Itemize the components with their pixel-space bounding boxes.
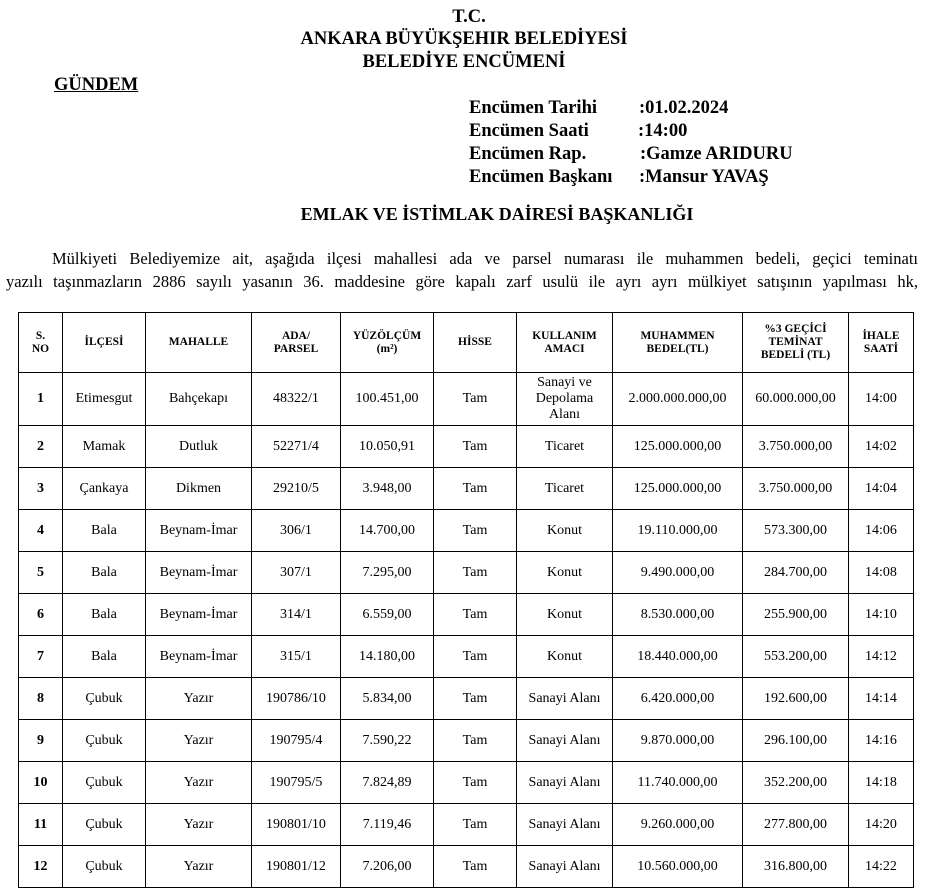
cell-area: 14.180,00 [341,636,434,678]
cell-district: Çankaya [63,468,146,510]
cell-parcel: 190801/10 [252,804,341,846]
cell-area: 7.824,89 [341,762,434,804]
cell-no: 7 [19,636,63,678]
table-row [19,804,914,846]
cell-parcel: 306/1 [252,510,341,552]
cell-deposit: 60.000.000,00 [743,373,849,426]
table-row [19,373,914,426]
cell-usage: Ticaret [517,426,613,468]
cell-deposit: 284.700,00 [743,552,849,594]
header-tender-time: İHALE SAATİ [849,313,914,373]
cell-parcel: 190786/10 [252,678,341,720]
property-table [18,312,914,888]
cell-estimated-price: 9.260.000,00 [613,804,743,846]
cell-estimated-price: 125.000.000,00 [613,468,743,510]
table-row [19,594,914,636]
cell-area: 14.700,00 [341,510,434,552]
cell-area: 7.590,22 [341,720,434,762]
cell-district: Çubuk [63,678,146,720]
cell-district: Bala [63,594,146,636]
header-no: S. NO [19,313,63,373]
cell-district: Bala [63,636,146,678]
header-estimated-price: MUHAMMEN BEDEL(TL) [613,313,743,373]
cell-deposit: 553.200,00 [743,636,849,678]
cell-district: Çubuk [63,804,146,846]
cell-usage: Sanayi Alanı [517,720,613,762]
cell-usage: Sanayi Alanı [517,804,613,846]
cell-deposit: 3.750.000,00 [743,426,849,468]
cell-neighborhood: Beynam-İmar [146,510,252,552]
cell-tender-time: 14:02 [849,426,914,468]
cell-share: Tam [434,636,517,678]
header-council: BELEDİYE ENCÜMENİ [362,52,566,72]
cell-estimated-price: 10.560.000,00 [613,846,743,888]
cell-neighborhood: Yazır [146,762,252,804]
table-row [19,426,914,468]
cell-deposit: 573.300,00 [743,510,849,552]
meta-date-value: :01.02.2024 [639,98,729,118]
meta-time-value: :14:00 [638,121,688,141]
cell-neighborhood: Dutluk [146,426,252,468]
intro-paragraph-line2: yazılı taşınmazların 2886 sayılı yasanın 36. maddesine göre kapalı zarf usulü ile ayrı ayrı mülkiyet satışının yapılması hk, [6,272,918,291]
cell-deposit: 255.900,00 [743,594,849,636]
cell-district: Mamak [63,426,146,468]
meta-rapporteur-value: :Gamze ARIDURU [640,144,793,164]
cell-usage: Sanayi ve Depolama Alanı [517,373,613,426]
cell-area: 100.451,00 [341,373,434,426]
table-header-row [19,313,914,373]
table-row [19,510,914,552]
cell-tender-time: 14:04 [849,468,914,510]
cell-parcel: 190795/4 [252,720,341,762]
table-row [19,720,914,762]
cell-parcel: 29210/5 [252,468,341,510]
cell-area: 7.206,00 [341,846,434,888]
agenda-label: GÜNDEM [54,75,139,95]
cell-district: Etimesgut [63,373,146,426]
meta-time-label: Encümen Saati [469,121,589,141]
cell-area: 7.295,00 [341,552,434,594]
cell-share: Tam [434,804,517,846]
cell-tender-time: 14:12 [849,636,914,678]
cell-deposit: 352.200,00 [743,762,849,804]
cell-usage: Konut [517,510,613,552]
cell-no: 3 [19,468,63,510]
cell-share: Tam [434,762,517,804]
cell-estimated-price: 8.530.000,00 [613,594,743,636]
header-tc: T.C. [452,7,486,27]
cell-parcel: 307/1 [252,552,341,594]
cell-neighborhood: Yazır [146,678,252,720]
cell-tender-time: 14:08 [849,552,914,594]
header-district: İLÇESİ [63,313,146,373]
cell-usage: Sanayi Alanı [517,678,613,720]
cell-area: 3.948,00 [341,468,434,510]
cell-neighborhood: Dikmen [146,468,252,510]
cell-no: 5 [19,552,63,594]
cell-no: 2 [19,426,63,468]
cell-estimated-price: 18.440.000,00 [613,636,743,678]
cell-neighborhood: Beynam-İmar [146,594,252,636]
cell-no: 11 [19,804,63,846]
cell-estimated-price: 11.740.000,00 [613,762,743,804]
cell-estimated-price: 19.110.000,00 [613,510,743,552]
cell-district: Bala [63,510,146,552]
cell-share: Tam [434,426,517,468]
cell-share: Tam [434,678,517,720]
cell-share: Tam [434,846,517,888]
cell-tender-time: 14:18 [849,762,914,804]
cell-estimated-price: 9.870.000,00 [613,720,743,762]
cell-district: Çubuk [63,720,146,762]
cell-usage: Sanayi Alanı [517,762,613,804]
cell-tender-time: 14:10 [849,594,914,636]
cell-neighborhood: Beynam-İmar [146,636,252,678]
cell-area: 5.834,00 [341,678,434,720]
cell-parcel: 314/1 [252,594,341,636]
cell-no: 4 [19,510,63,552]
meta-chair-value: :Mansur YAVAŞ [639,167,769,187]
table-row [19,678,914,720]
cell-district: Çubuk [63,846,146,888]
header-share: HİSSE [434,313,517,373]
cell-tender-time: 14:22 [849,846,914,888]
cell-district: Bala [63,552,146,594]
cell-usage: Sanayi Alanı [517,846,613,888]
cell-parcel: 315/1 [252,636,341,678]
cell-share: Tam [434,552,517,594]
cell-neighborhood: Beynam-İmar [146,552,252,594]
header-area: YÜZÖLÇÜM (m²) [341,313,434,373]
cell-deposit: 3.750.000,00 [743,468,849,510]
cell-neighborhood: Yazır [146,804,252,846]
header-deposit: %3 GEÇİCİ TEMİNAT BEDELİ (TL) [743,313,849,373]
table-row [19,552,914,594]
cell-tender-time: 14:14 [849,678,914,720]
cell-estimated-price: 6.420.000,00 [613,678,743,720]
table-row [19,468,914,510]
cell-parcel: 52271/4 [252,426,341,468]
cell-tender-time: 14:00 [849,373,914,426]
cell-deposit: 296.100,00 [743,720,849,762]
cell-share: Tam [434,720,517,762]
cell-no: 12 [19,846,63,888]
cell-usage: Konut [517,594,613,636]
cell-tender-time: 14:20 [849,804,914,846]
cell-usage: Konut [517,552,613,594]
table-row [19,636,914,678]
cell-area: 6.559,00 [341,594,434,636]
cell-estimated-price: 2.000.000.000,00 [613,373,743,426]
cell-estimated-price: 9.490.000,00 [613,552,743,594]
cell-no: 9 [19,720,63,762]
cell-tender-time: 14:16 [849,720,914,762]
cell-no: 10 [19,762,63,804]
table-row [19,762,914,804]
cell-share: Tam [434,594,517,636]
intro-paragraph-line1: Mülkiyeti Belediyemize ait, aşağıda ilçesi mahallesi ada ve parsel numarası ile muhammen bedeli, geçici teminatı [52,249,918,268]
cell-share: Tam [434,373,517,426]
cell-neighborhood: Yazır [146,720,252,762]
cell-parcel: 48322/1 [252,373,341,426]
cell-no: 1 [19,373,63,426]
department-title: EMLAK VE İSTİMLAK DAİRESİ BAŞKANLIĞI [300,204,694,224]
header-usage: KULLANIM AMACI [517,313,613,373]
header-parcel: ADA/ PARSEL [252,313,341,373]
cell-share: Tam [434,510,517,552]
cell-usage: Ticaret [517,468,613,510]
cell-parcel: 190801/12 [252,846,341,888]
meta-chair-label: Encümen Başkanı [469,167,613,187]
cell-estimated-price: 125.000.000,00 [613,426,743,468]
cell-district: Çubuk [63,762,146,804]
cell-neighborhood: Yazır [146,846,252,888]
cell-neighborhood: Bahçekapı [146,373,252,426]
cell-share: Tam [434,468,517,510]
cell-usage: Konut [517,636,613,678]
meta-rapporteur-label: Encümen Rap. [469,144,587,164]
cell-no: 8 [19,678,63,720]
cell-area: 7.119,46 [341,804,434,846]
cell-parcel: 190795/5 [252,762,341,804]
cell-tender-time: 14:06 [849,510,914,552]
cell-deposit: 192.600,00 [743,678,849,720]
cell-area: 10.050,91 [341,426,434,468]
cell-deposit: 316.800,00 [743,846,849,888]
table-row [19,846,914,888]
header-neighborhood: MAHALLE [146,313,252,373]
meta-date-label: Encümen Tarihi [469,98,598,118]
header-municipality: ANKARA BÜYÜKŞEHIR BELEDİYESİ [300,29,628,49]
intro-paragraph [6,247,918,293]
cell-deposit: 277.800,00 [743,804,849,846]
cell-no: 6 [19,594,63,636]
